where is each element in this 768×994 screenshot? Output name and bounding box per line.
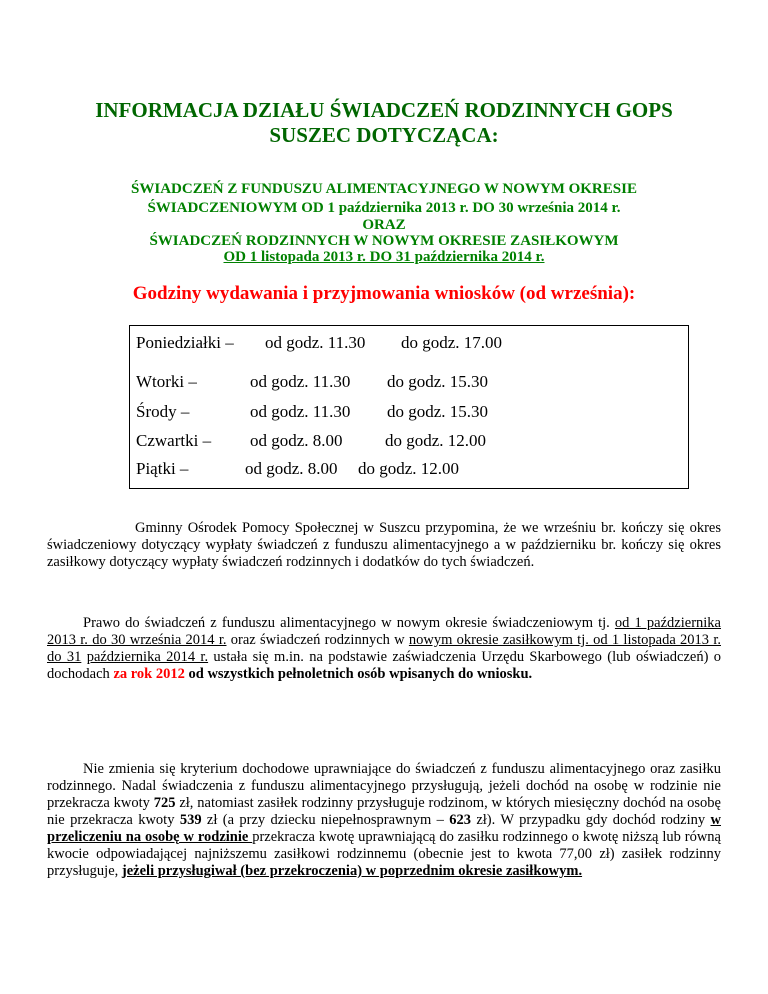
- hours-day: Środy –: [136, 402, 190, 421]
- text-run: Nie zmienia się kryterium dochodowe uprawniające do świadczeń z funduszu alimentacyjnego oraz zasiłku rodzinnego. Nadal świadczenia z funduszu alimentacyjnego przysługują, jeżeli dochód na osobę w rodzinie nie przekracza kwoty: [47, 761, 721, 811]
- hours-row-thursday: [130, 430, 688, 452]
- hours-day: Piątki –: [136, 459, 189, 478]
- amount-623: 623: [449, 812, 471, 828]
- hours-day: Wtorki –: [136, 372, 197, 391]
- hours-row-monday: [130, 332, 688, 354]
- text-run: zł). W przypadku gdy dochód rodziny: [470, 812, 711, 828]
- document-title-line1: INFORMACJA DZIAŁU ŚWIADCZEŃ RODZINNYCH GOPS: [95, 98, 673, 122]
- hours-day: Czwartki –: [136, 431, 212, 450]
- underlined-date: 2013 r. do 30 września 2014 r.: [47, 632, 227, 648]
- info-paragraph-entitlement: [47, 615, 721, 683]
- hours-from: od godz. 11.30: [250, 402, 351, 421]
- info-paragraph-period-end: Gminny Ośrodek Pomocy Społecznej w Suszcu przypomina, że we wrześniu br. kończy się okres świadczeniowy dotyczący wypłaty świadczeń z funduszu alimentacyjnego a w październiku br. kończy się okres zasiłkowy dotyczący wypłaty świadczeń rodzinnych i dodatków do tych świadczeń.: [47, 520, 721, 570]
- subheading-line4: ŚWIADCZEŃ RODZINNYCH W NOWYM OKRESIE ZASIŁKOWYM: [149, 233, 619, 249]
- subheading-line2: ŚWIADCZENIOWYM OD 1 października 2013 r. DO 30 września 2014 r.: [147, 200, 621, 216]
- hours-heading: Godziny wydawania i przyjmowania wniosków (od września):: [132, 283, 636, 304]
- underlined-period: nowym okresie zasiłkowym tj. od 1 listopada 2013 r. do 31: [47, 632, 721, 665]
- text-run: zł (a przy dziecku niepełnosprawnym –: [201, 812, 450, 828]
- subheading-line1: ŚWIADCZEŃ Z FUNDUSZU ALIMENTACYJNEGO W NOWYM OKRESIE: [131, 181, 637, 197]
- subheading-line5: OD 1 listopada 2013 r. DO 31 października 2014 r.: [223, 249, 545, 265]
- hours-from: od godz. 8.00: [250, 431, 343, 450]
- text-run: przekracza kwotę uprawniającą do zasiłku rodzinnego o kwotę niższą lub równą kwocie odpowiadającej najniższemu zasiłkowi rodzinnemu (obecnie jest to kwota 77,00 zł) zasiłek rodzinny przysługuje,: [47, 829, 721, 879]
- office-hours-table: [129, 325, 689, 489]
- hours-to: do godz. 12.00: [385, 431, 487, 450]
- hours-row-wednesday: [130, 401, 688, 423]
- hours-row-tuesday: [130, 371, 688, 393]
- hours-from: od godz. 11.30: [265, 333, 366, 352]
- hours-to: do godz. 17.00: [401, 333, 503, 352]
- bold-underlined-text: jeżeli przysługiwał (bez przekroczenia) w poprzednim okresie zasiłkowym.: [121, 863, 583, 879]
- amount-725: 725: [153, 795, 176, 811]
- hours-to: do godz. 15.30: [387, 372, 489, 391]
- text-run: Prawo do świadczeń z funduszu alimentacyjnego w nowym okresie świadczeniowym tj.: [83, 615, 615, 631]
- hours-to: do godz. 15.30: [387, 402, 489, 421]
- hours-to: do godz. 12.00: [358, 459, 460, 478]
- hours-from: od godz. 11.30: [250, 372, 351, 391]
- highlight-year: za rok 2012: [113, 666, 185, 682]
- info-paragraph-income-criteria: [47, 761, 721, 880]
- amount-539: 539: [179, 812, 202, 828]
- text-run: zł, natomiast zasiłek rodzinny przysługuje rodzinom, w których miesięczny dochód na osobę nie przekracza kwoty: [47, 795, 721, 828]
- text-run: ustała się m.in. na podstawie zaświadczenia Urzędu Skarbowego (lub oświadczeń) o dochodach: [47, 649, 722, 682]
- hours-day: Poniedziałki –: [136, 333, 234, 352]
- document-title-line2: SUSZEC DOTYCZĄCA:: [269, 123, 499, 147]
- subheading-line3: ORAZ: [362, 217, 406, 233]
- hours-from: od godz. 8.00: [245, 459, 338, 478]
- text-run: oraz świadczeń rodzinnych w: [226, 632, 409, 648]
- bold-underlined-text: w przeliczeniu na osobę w rodzinie: [47, 812, 721, 845]
- underlined-date: października 2014 r.: [86, 649, 209, 665]
- underlined-date: od 1 października: [614, 615, 721, 631]
- hours-row-friday: [130, 458, 688, 480]
- bold-text: od wszystkich pełnoletnich osób wpisanych do wniosku.: [184, 666, 533, 682]
